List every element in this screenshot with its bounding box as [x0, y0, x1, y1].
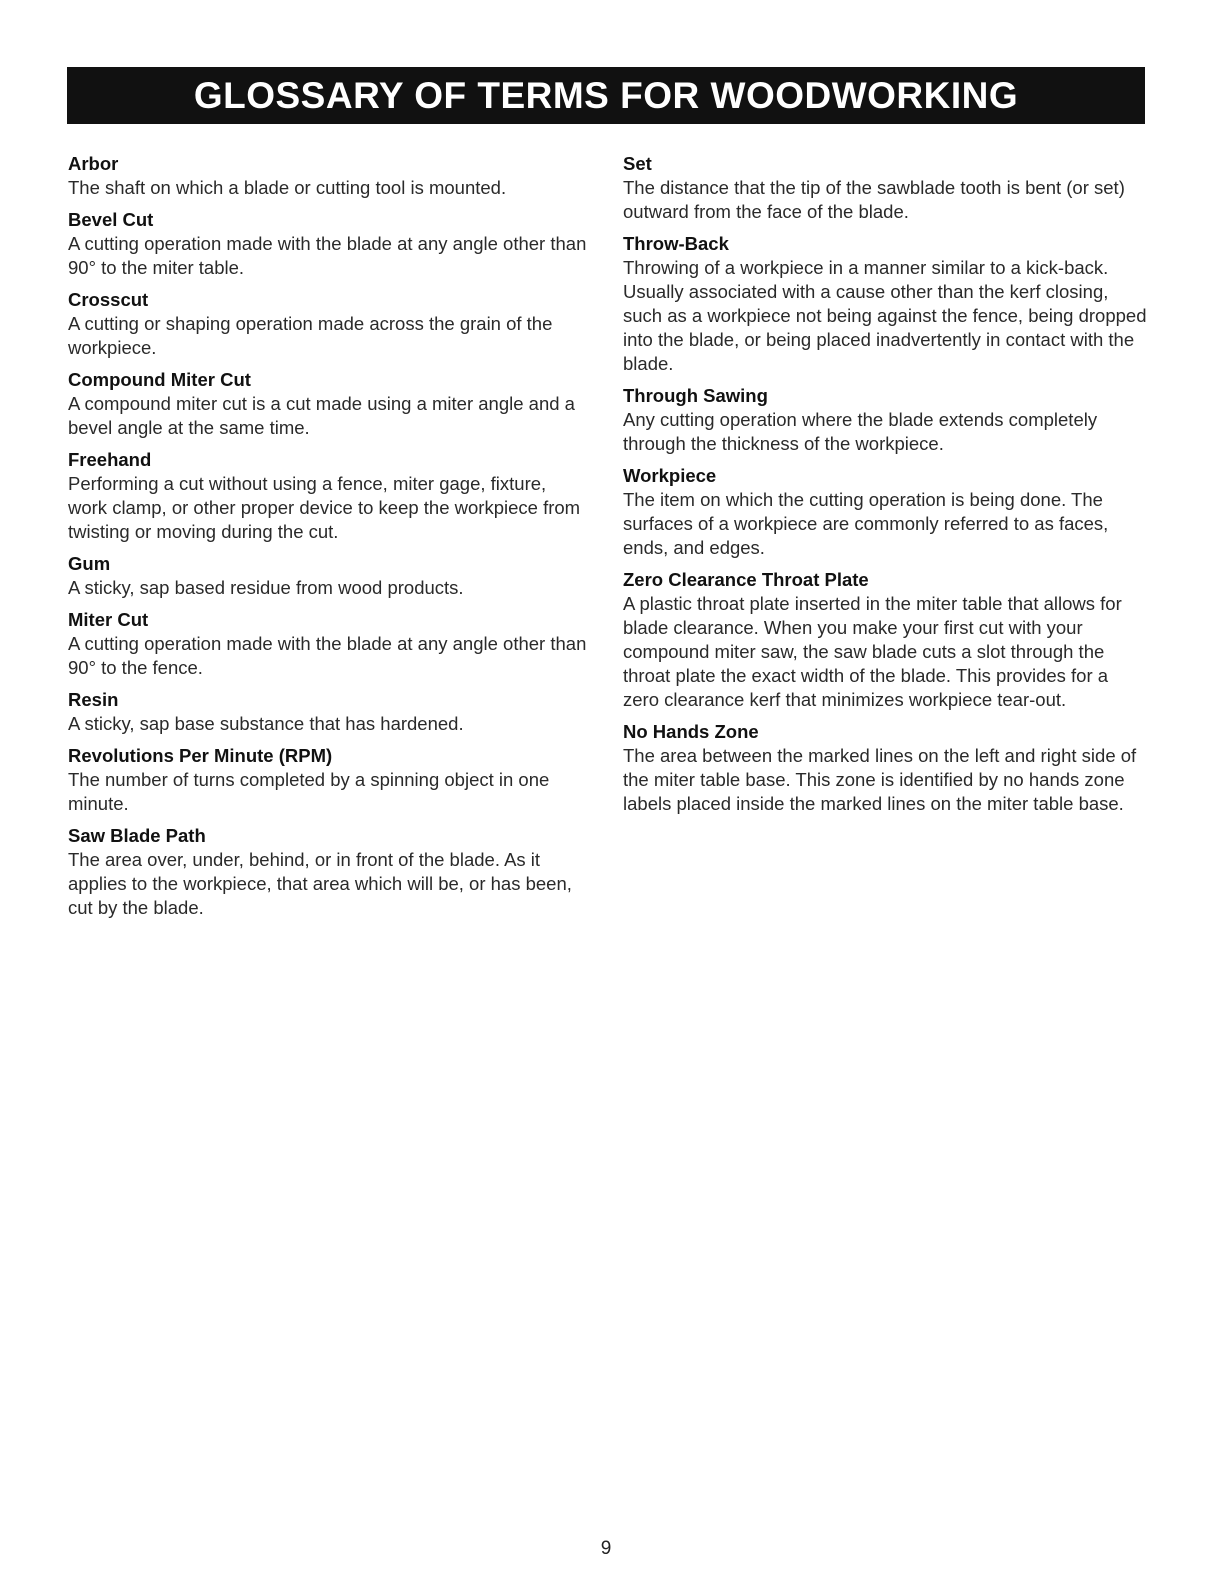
glossary-term: Miter Cut	[68, 609, 149, 630]
glossary-definition: Any cutting operation where the blade extends completely through the thickness of the workpiece.	[623, 409, 1098, 454]
glossary-definition: The item on which the cutting operation is being done. The surfaces of a workpiece are commonly referred to as faces, ends, and edges.	[623, 489, 1109, 558]
glossary-definition: The shaft on which a blade or cutting tool is mounted.	[68, 177, 507, 198]
glossary-term: Resin	[68, 689, 119, 710]
glossary-entry-rpm	[68, 744, 588, 816]
glossary-term: Set	[623, 153, 652, 174]
glossary-definition: The area between the marked lines on the left and right side of the miter table base. This zone is identified by no hands zone labels placed inside the marked lines on the miter table base.	[623, 745, 1137, 814]
glossary-entry-bevel-cut	[68, 208, 588, 280]
glossary-term: Workpiece	[623, 465, 717, 486]
glossary-right-column	[623, 152, 1148, 824]
glossary-term: Zero Clearance Throat Plate	[623, 569, 869, 590]
glossary-term: Freehand	[68, 449, 152, 470]
glossary-entry-zero-clearance-throat-plate	[623, 568, 1148, 712]
glossary-term: No Hands Zone	[623, 721, 759, 742]
glossary-definition: The distance that the tip of the sawblade tooth is bent (or set) outward from the face of the blade.	[623, 177, 1125, 222]
title-banner	[67, 67, 1145, 124]
glossary-definition: A cutting operation made with the blade at any angle other than 90° to the fence.	[68, 633, 587, 678]
glossary-entry-gum	[68, 552, 588, 600]
glossary-definition: A sticky, sap based residue from wood products.	[68, 577, 464, 598]
glossary-term: Compound Miter Cut	[68, 369, 251, 390]
page-number: 9	[600, 1538, 612, 1559]
glossary-entry-through-sawing	[623, 384, 1148, 456]
glossary-term: Crosscut	[68, 289, 149, 310]
glossary-term: Revolutions Per Minute (RPM)	[68, 745, 333, 766]
glossary-definition: Throwing of a workpiece in a manner similar to a kick-back. Usually associated with a cause other than the kerf closing, such as a workpiece not being against the fence, being dropped into the blade, or being placed inadvertently in contact with the blade.	[623, 257, 1147, 374]
glossary-entry-set	[623, 152, 1148, 224]
glossary-definition: Performing a cut without using a fence, miter gage, fixture, work clamp, or other proper device to keep the workpiece from twisting or moving during the cut.	[68, 473, 581, 542]
glossary-definition: The area over, under, behind, or in front of the blade. As it applies to the workpiece, that area which will be, or has been, cut by the blade.	[68, 849, 572, 918]
glossary-definition: A cutting operation made with the blade at any angle other than 90° to the miter table.	[68, 233, 587, 278]
glossary-term: Arbor	[68, 153, 119, 174]
glossary-entry-crosscut	[68, 288, 588, 360]
glossary-term: Through Sawing	[623, 385, 768, 406]
glossary-entry-resin	[68, 688, 588, 736]
glossary-term: Bevel Cut	[68, 209, 154, 230]
glossary-definition: The number of turns completed by a spinning object in one minute.	[68, 769, 550, 814]
glossary-definition: A plastic throat plate inserted in the miter table that allows for blade clearance. When you make your first cut with your compound miter saw, the saw blade cuts a slot through the throat plate the exact width of the blade. This provides for a zero clearance kerf that minimizes workpiece tear-out.	[623, 593, 1122, 710]
glossary-term: Saw Blade Path	[68, 825, 206, 846]
glossary-entry-arbor	[68, 152, 588, 200]
glossary-entry-no-hands-zone	[623, 720, 1148, 816]
glossary-entry-throw-back	[623, 232, 1148, 376]
glossary-term: Throw-Back	[623, 233, 729, 254]
glossary-entry-miter-cut	[68, 608, 588, 680]
page-title: GLOSSARY OF TERMS FOR WOODWORKING	[193, 74, 1019, 116]
glossary-definition: A cutting or shaping operation made across the grain of the workpiece.	[68, 313, 553, 358]
glossary-entry-compound-miter-cut	[68, 368, 588, 440]
glossary-definition: A compound miter cut is a cut made using a miter angle and a bevel angle at the same time.	[68, 393, 575, 438]
glossary-entry-freehand	[68, 448, 588, 544]
glossary-definition: A sticky, sap base substance that has hardened.	[68, 713, 464, 734]
glossary-left-column	[68, 152, 588, 928]
glossary-entry-workpiece	[623, 464, 1148, 560]
glossary-term: Gum	[68, 553, 111, 574]
glossary-entry-saw-blade-path	[68, 824, 588, 920]
